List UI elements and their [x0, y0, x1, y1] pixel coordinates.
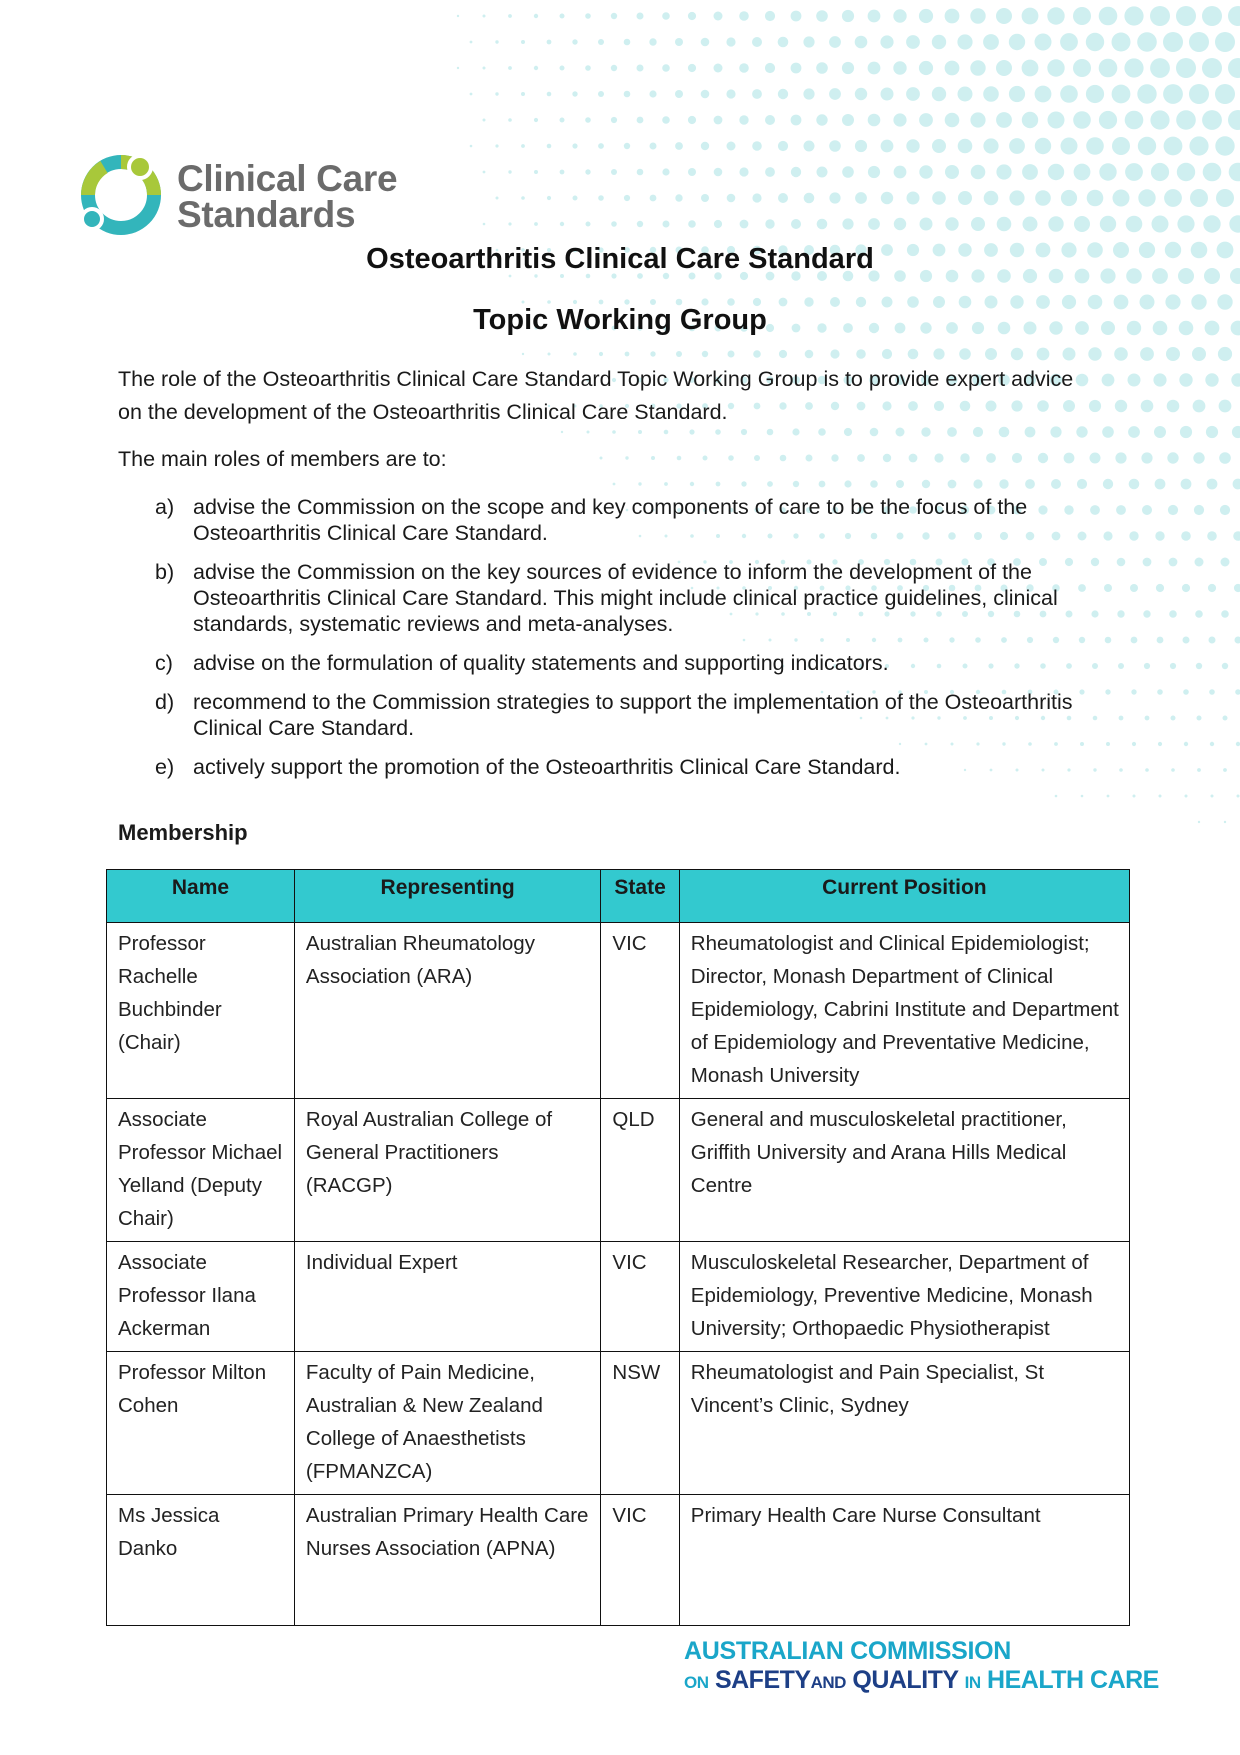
role-item [155, 559, 1125, 637]
role-item [155, 494, 1125, 546]
table-header-row [107, 870, 1130, 923]
member-state: NSW [601, 1352, 679, 1495]
roles-intro: The main roles of members are to: [118, 447, 447, 471]
logo-line-1: Clinical Care [177, 158, 398, 199]
column-header-position: Current Position [679, 870, 1129, 923]
table-row [107, 1495, 1130, 1626]
role-text: advise the Commission on the key sources of evidence to inform the development of the Osteoarthritis Clinical Care Standard. This might include clinical practice guidelines, clinical standards, systematic reviews and meta-analyses. [193, 560, 1058, 636]
member-name: Associate Professor Michael Yelland (Deputy Chair) [107, 1099, 295, 1242]
member-state: QLD [601, 1099, 679, 1242]
table-row [107, 923, 1130, 1099]
member-name: Associate Professor Ilana Ackerman [107, 1242, 295, 1352]
commission-logo-line-2: ON SAFETYAND QUALITY IN HEALTH CARE [684, 1666, 1159, 1694]
logo-line-2: Standards [177, 194, 356, 235]
page-subtitle: Topic Working Group [473, 304, 767, 336]
commission-logo-line-1: AUSTRALIAN COMMISSION [684, 1637, 1012, 1665]
role-marker: a) [155, 495, 175, 519]
table-row [107, 1242, 1130, 1352]
role-text: recommend to the Commission strategies to support the implementation of the Osteoarthritis Clinical Care Standard. [193, 690, 1073, 740]
roles-list [155, 494, 1125, 780]
member-name: Professor Rachelle Buchbinder (Chair) [107, 923, 295, 1099]
member-representing: Individual Expert [294, 1242, 600, 1352]
column-header-state: State [601, 870, 679, 923]
member-representing: Royal Australian College of General Practitioners (RACGP) [294, 1099, 600, 1242]
member-name: Ms Jessica Danko [107, 1495, 295, 1626]
intro-paragraph: The role of the Osteoarthritis Clinical Care Standard Topic Working Group is to provide expert advice on the development of the Osteoarthritis Clinical Care Standard. [118, 367, 1074, 424]
role-item [155, 650, 1125, 676]
role-text: actively support the promotion of the Osteoarthritis Clinical Care Standard. [193, 755, 901, 779]
role-text: advise the Commission on the scope and key components of care to be the focus of the Osteoarthritis Clinical Care Standard. [193, 495, 1028, 545]
table-row [107, 1352, 1130, 1495]
column-header-representing: Representing [294, 870, 600, 923]
membership-table [106, 869, 1130, 1626]
member-position: Rheumatologist and Pain Specialist, St Vincent’s Clinic, Sydney [679, 1352, 1129, 1495]
clinical-care-standards-logo [74, 147, 414, 242]
role-marker: e) [155, 755, 175, 779]
role-text: advise on the formulation of quality statements and supporting indicators. [193, 651, 889, 675]
role-item [155, 754, 1125, 780]
member-representing: Australian Primary Health Care Nurses Association (APNA) [294, 1495, 600, 1626]
member-position: Musculoskeletal Researcher, Department of Epidemiology, Preventive Medicine, Monash University; Orthopaedic Physiotherapist [679, 1242, 1129, 1352]
australian-commission-logo [684, 1637, 1159, 1698]
role-marker: c) [155, 651, 173, 675]
membership-heading: Membership [118, 820, 248, 845]
logo-text [177, 158, 398, 235]
member-state: VIC [601, 1242, 679, 1352]
role-item [155, 689, 1125, 741]
member-state: VIC [601, 923, 679, 1099]
member-representing: Faculty of Pain Medicine, Australian & New Zealand College of Anaesthetists (FPMANZCA) [294, 1352, 600, 1495]
member-position: Primary Health Care Nurse Consultant [679, 1495, 1129, 1626]
page-title: Osteoarthritis Clinical Care Standard [366, 243, 874, 275]
member-state: VIC [601, 1495, 679, 1626]
member-position: Rheumatologist and Clinical Epidemiologist; Director, Monash Department of Clinical Epidemiology, Cabrini Institute and Department of Epidemiology and Preventative Medicine, Monash University [679, 923, 1129, 1099]
column-header-name: Name [107, 870, 295, 923]
table-row [107, 1099, 1130, 1242]
member-representing: Australian Rheumatology Association (ARA) [294, 923, 600, 1099]
member-position: General and musculoskeletal practitioner, Griffith University and Arana Hills Medical Centre [679, 1099, 1129, 1242]
role-marker: b) [155, 560, 175, 584]
logo-ring-icon [74, 147, 174, 242]
role-marker: d) [155, 690, 175, 714]
member-name: Professor Milton Cohen [107, 1352, 295, 1495]
